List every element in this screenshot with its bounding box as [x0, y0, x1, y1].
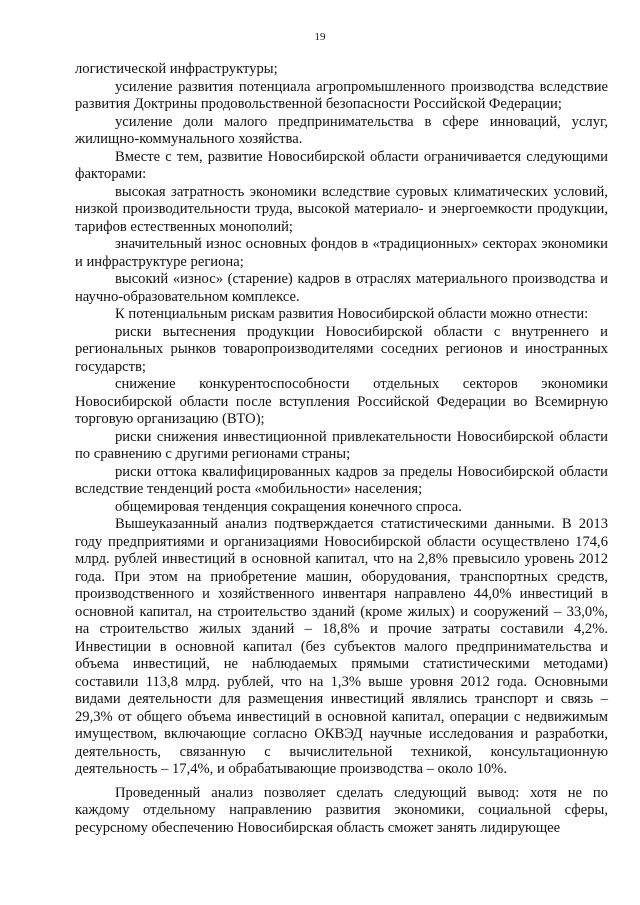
paragraph: Вышеуказанный анализ подтверждается статистическими данными. В 2013 году предприятиями и организациями Новосибирской области осуществлено 174,6 млрд. рублей инвестиций в основной капитал, что на 2,8% превысило уровень 2012 года. При этом на приобретение машин, оборудования, транспортных средств, производственного и хозяйственного инвентаря направлено 44,0% инвестиций в основной капитал, на строительство зданий (кроме жилых) и сооружений – 33,0%, на строительство жилых зданий – 18,8% и прочие затраты составили 4,2%. Инвестиции в основной капитал (без субъектов малого предпринимательства и объема инвестиций, не наблюдаемых прямыми статистическими методами) составили 113,8 млрд. рублей, что на 1,3% выше уровня 2012 года. Основными видами деятельности для размещения инвестиций являлись транспорт и связь – 29,3% от общего объема инвестиций в основной капитал, операции с недвижимым имуществом, включающие согласно ОКВЭД научные исследования и разработки, деятельность, связанную с вычислительной техникой, консультационную деятельность – 17,4%, и обрабатывающие производства – около 10%.	[75, 516, 608, 777]
paragraph: Проведенный анализ позволяет сделать следующий вывод: хотя не по каждому отдельному направлению развития экономики, социальной сферы, ресурсному обеспечению Новосибирская область сможет занять лидирующее	[75, 784, 608, 836]
paragraph: высокая затратность экономики вследствие суровых климатических условий, низкой производительности труда, высокой материало- и энергоемкости продукции, тарифов естественных монополий;	[75, 183, 608, 235]
paragraph: логистической инфраструктуры;	[75, 61, 278, 77]
paragraph: усиление доли малого предпринимательства в сфере инноваций, услуг, жилищно-коммунального хозяйства.	[75, 113, 608, 147]
paragraph: значительный износ основных фондов в «традиционных» секторах экономики и инфраструктуре региона;	[75, 236, 608, 270]
paragraph: усиление развития потенциала агропромышленного производства вследствие развития Доктрины продовольственной безопасности Российской Федерации;	[75, 78, 608, 112]
paragraph: высокий «износ» (старение) кадров в отраслях материального производства и научно-образовательном комплексе.	[75, 271, 608, 305]
page-body	[75, 61, 608, 837]
paragraph: риски снижения инвестиционной привлекательности Новосибирской области по сравнению с другими регионами страны;	[75, 428, 608, 462]
page-number: 19	[314, 31, 326, 43]
paragraph: общемировая тенденция сокращения конечного спроса.	[115, 498, 462, 515]
paragraph: К потенциальным рискам развития Новосибирской области можно отнести:	[115, 306, 589, 322]
paragraph: риски вытеснения продукции Новосибирской области с внутреннего и региональных рынков товаропроизводителями соседних регионов и иностранных государств;	[75, 323, 608, 375]
paragraph: Вместе с тем, развитие Новосибирской области ограничивается следующими факторами:	[75, 148, 608, 182]
paragraph: риски оттока квалифицированных кадров за пределы Новосибирской области вследствие тенденций роста «мобильности» населения;	[75, 463, 608, 497]
paragraph: снижение конкурентоспособности отдельных секторов экономики Новосибирской области после вступления Российской Федерации во Всемирную торговую организацию (ВТО);	[75, 376, 608, 427]
